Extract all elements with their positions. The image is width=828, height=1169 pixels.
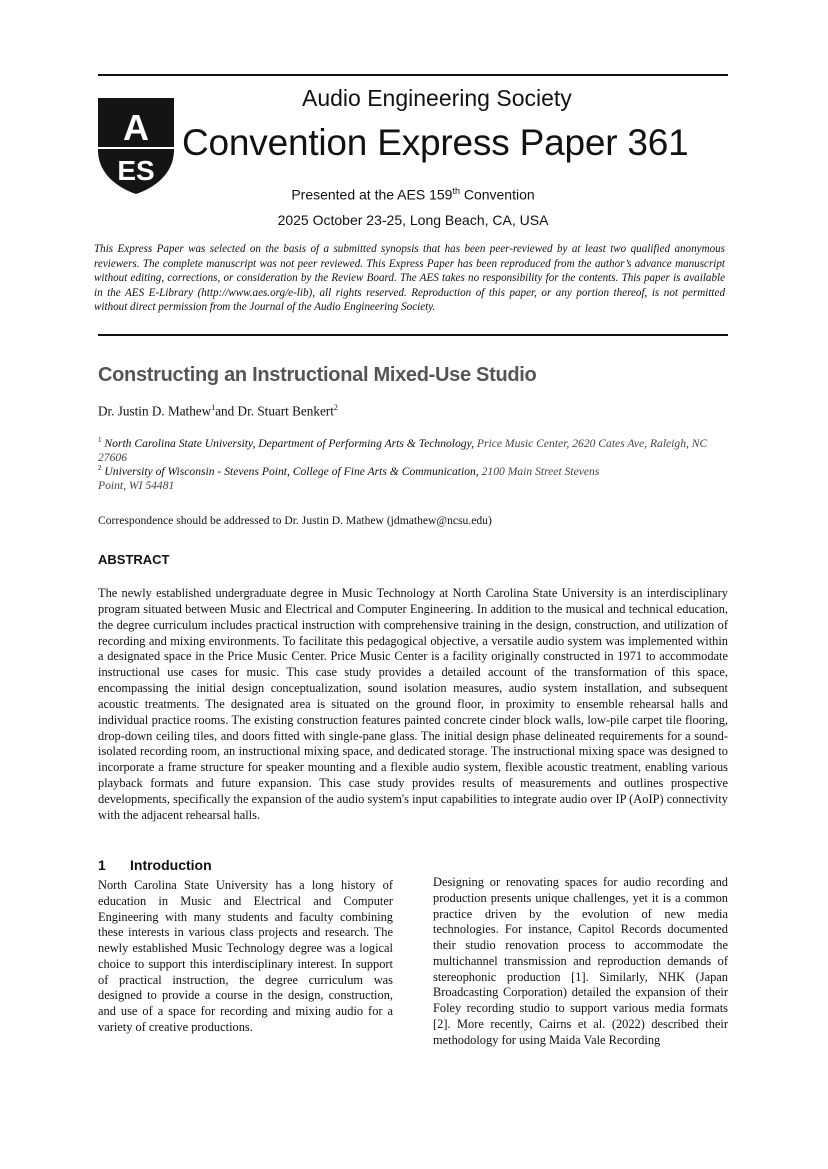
disclaimer: This Express Paper was selected on the basis of a submitted synopsis that has been peer-reviewed by at least two qualified anonymous reviewers. The complete manuscript was not peer reviewed. This Express Paper has been reproduced from the author’s advance manuscript without editing, corrections, or consideration by the Review Board. The AES takes no responsibility for the contents. This paper is available in the AES E-Library (http://www.aes.org/e-lib), all rights reserved. Reproduction of this paper, or any portion thereof, is not permitted without direct permission from the Journal of the Audio Engineering Society. (94, 243, 725, 314)
correspondence: Correspondence should be addressed to Dr. Justin D. Mathew (jdmathew@ncsu.edu) (98, 514, 492, 527)
header-bottom-rule (98, 334, 728, 336)
paper-title: Constructing an Instructional Mixed-Use Studio (98, 364, 537, 386)
affiliation-2-institution: University of Wisconsin - Stevens Point, College of Fine Arts & Communication, (104, 464, 479, 478)
society-name: Audio Engineering Society (302, 85, 572, 111)
affiliation-2-number: 2 (98, 464, 102, 472)
convention-superscript: th (452, 186, 460, 196)
affiliation-2-location: 2100 Main Street Stevens Point, WI 54481 (98, 464, 600, 492)
author-1-affiliation: 1 (211, 403, 216, 412)
author-joiner: and Dr. Stuart Benkert (215, 403, 334, 419)
author-1: Dr. Justin D. Mathew (98, 403, 212, 419)
author-2-affiliation: 2 (333, 403, 338, 412)
logo-letter-a: A (123, 107, 149, 148)
section-number: 1 (98, 857, 106, 873)
section-title: Introduction (130, 857, 212, 873)
logo-letters-es: ES (117, 155, 155, 186)
convention-line (98, 186, 728, 203)
intro-column-right: Designing or renovating spaces for audio recording and production presents unique challenges, yet it is a common practice driven by the evolution of new media technologies. For instance, Capitol Records documented their studio renovation process to accommodate the multichannel transmission and reproduction demands of stereophonic production [1]. Similarly, NHK (Japan Broadcasting Corporation) detailed the expansion of their Foley recording studio to support various media formats [2]. More recently, Cairns et al. (2022) described their methodology for using Maida Vale Recording (433, 875, 728, 1047)
convention-dates: 2025 October 23-25, Long Beach, CA, USA (277, 212, 549, 228)
convention-prefix: Presented at the AES 159 (291, 186, 453, 203)
introduction-heading (98, 857, 212, 873)
aes-logo (98, 98, 174, 194)
top-rule (98, 74, 728, 76)
affiliation-1-location: Price Music Center, 2620 Cates Ave, Raleigh, NC 27606 (98, 436, 708, 464)
affiliation-2 (98, 461, 618, 493)
affiliation-1-institution: North Carolina State University, Department of Performing Arts & Technology, (104, 436, 475, 450)
abstract-text: The newly established undergraduate degree in Music Technology at North Carolina State University is an interdisciplinary program situated between Music and Electrical and Computer Engineering. In addition to the musical and technical education, the degree curriculum includes practical instruction with comprehensive training in the design, construction, and utilization of recording and mixing environments. To facilitate this pedagogical objective, a versatile audio system was implemented within a designated space in the Price Music Center. Price Music Center is a facility originally constructed in 1971 to accommodate instructional use cases for music. This case study provides a detailed account of the transformation of this space, encompassing the initial design conceptualization, sound isolation measures, audio system installation, and subsequent acoustic treatments. The designated area is situated on the ground floor, in proximity to ensemble rehearsal halls and individual practice rooms. The existing construction features painted concrete cinder block walls, low-pile carpet tile flooring, drop-down ceiling tiles, and doors fitted with single-pane glass. The initial design phase delineated requirements for a sound-isolated recording room, an instructional mixing space, and dedicated storage. The instructional mixing space was designed to incorporate a frame structure for speaker mounting and a flexible audio system, flexible acoustic treatment, enabling various playback formats and future expansion. This case study provides results of measurements and outlines prospective developments, specifically the expansion of the audio system's input capabilities to integrate audio over IP (AoIP) connectivity with the adjacent rehearsal halls. (98, 586, 728, 822)
intro-column-left: North Carolina State University has a long history of education in Music and Electrical and Computer Engineering with many students and faculty combining these interests in various class projects and research. The newly established Music Technology degree was a logical choice to support this interdisciplinary interest. In support of practical instruction, the degree curriculum was designed to provide a course in the design, construction, and use of a space for recording and mixing audio for a variety of creative productions. (98, 878, 393, 1034)
author-line (98, 403, 338, 419)
convention-suffix: Convention (459, 186, 535, 203)
abstract-heading: ABSTRACT (98, 552, 170, 567)
paper-series-title: Convention Express Paper 361 (182, 122, 689, 163)
affiliation-1-number: 1 (98, 436, 102, 444)
